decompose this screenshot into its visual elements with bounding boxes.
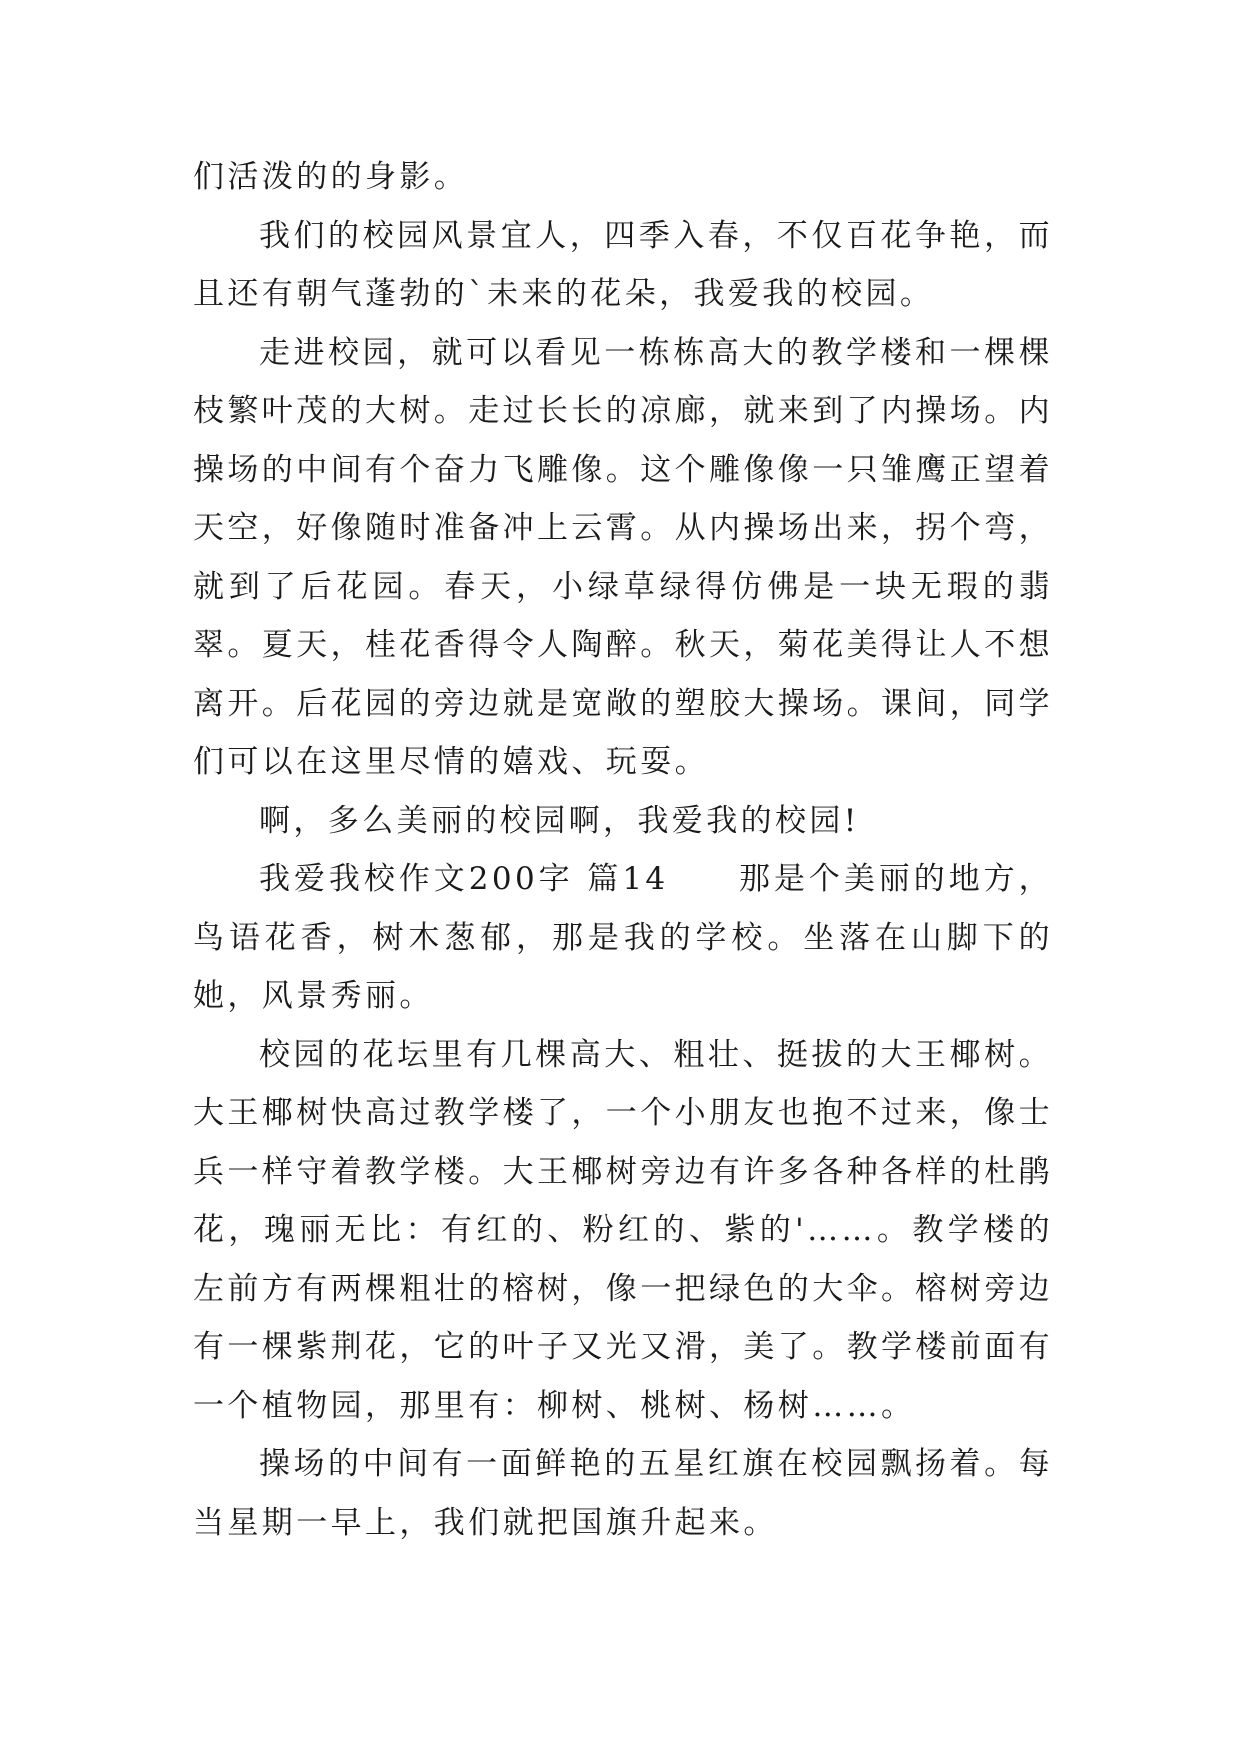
paragraph-1: 们活泼的的身影。 xyxy=(193,159,469,195)
paragraph-7: 操场的中间有一面鲜艳的五星红旗在校园飘扬着。每当星期一早上，我们就把国旗升起来。 xyxy=(193,1446,1053,1541)
paragraph-3: 走进校园，就可以看见一栋栋高大的教学楼和一棵棵枝繁叶茂的大树。走过长长的凉廊，就来到了内操场。内操场的中间有个奋力飞雕像。这个雕像像一只雏鹰正望着天空，好像随时准备冲上云霄。从内操场出来，拐个弯，就到了后花园。春天，小绿草绿得仿佛是一块无瑕的翡翠。夏天，桂花香得令人陶醉。秋天，菊花美得让人不想离开。后花园的旁边就是宽敞的塑胶大操场。课间，同学们可以在这里尽情的嬉戏、玩耍。 xyxy=(193,334,1053,780)
paragraph-2: 我们的校园风景宜人，四季入春，不仅百花争艳，而且还有朝气蓬勃的`未来的花朵，我爱我的校园。 xyxy=(193,217,1053,312)
paragraph-6: 校园的花坛里有几棵高大、粗壮、挺拔的大王椰树。大王椰树快高过教学楼了，一个小朋友也抱不过来，像士兵一样守着教学楼。大王椰树旁边有许多各种各样的杜鹃花，瑰丽无比：有红的、粉红的、紫的'……。教学楼的左前方有两棵粗壮的榕树，像一把绿色的大伞。榕树旁边有一棵紫荆花，它的叶子又光又滑，美了。教学楼前面有一个植物园，那里有：柳树、桃树、杨树……。 xyxy=(193,1036,1053,1424)
paragraph-4: 啊，多么美丽的校园啊，我爱我的校园! xyxy=(259,802,860,839)
paragraph-5: 我爱我校作文200字 篇14 那是个美丽的地方，鸟语花香，树木葱郁，那是我的学校。坐落在山脚下的她，风景秀丽。 xyxy=(193,861,1053,1014)
document-page xyxy=(193,148,1053,1552)
